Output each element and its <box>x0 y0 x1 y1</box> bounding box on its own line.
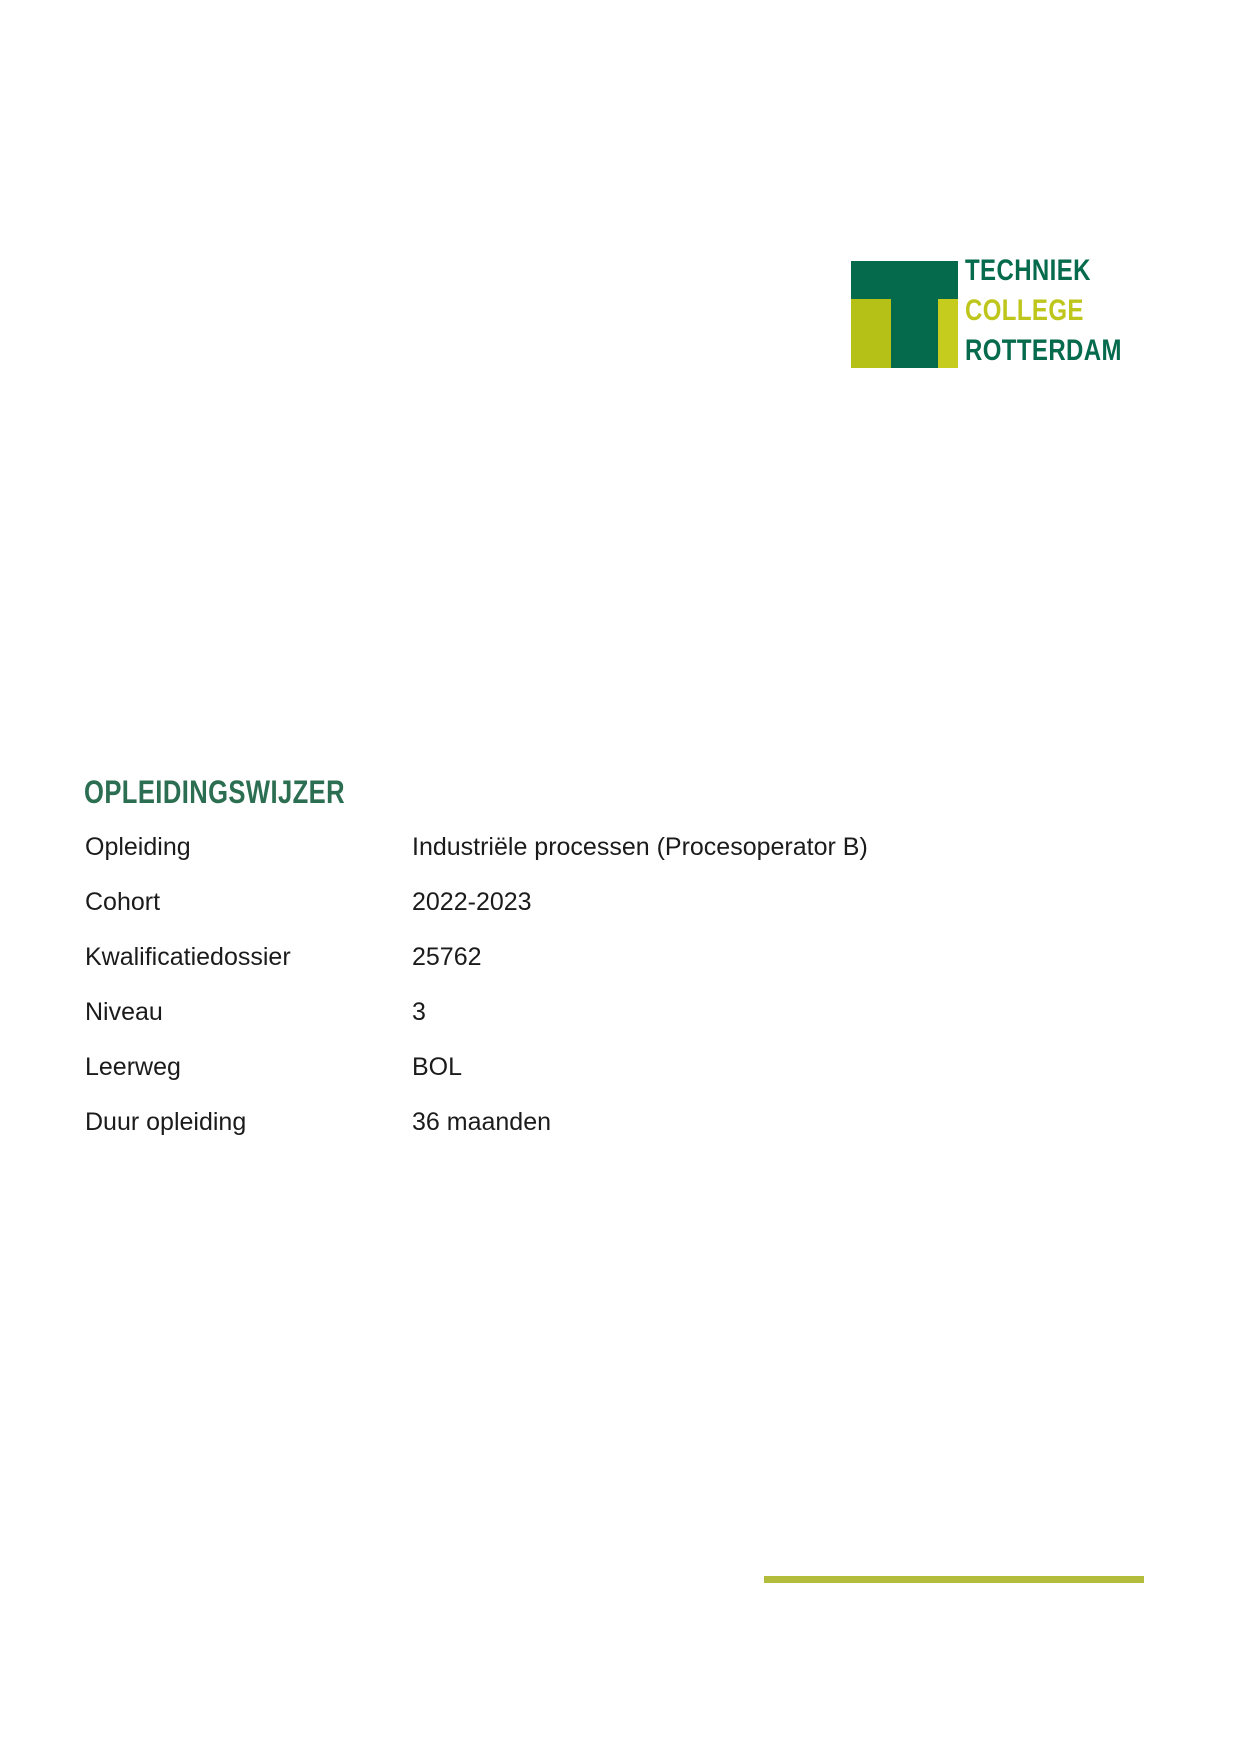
footer-accent-bar <box>764 1576 1144 1583</box>
detail-label-cohort: Cohort <box>85 888 161 916</box>
logo-wordmark-line-techniek: TECHNIEK <box>965 254 1091 287</box>
detail-row-kwalificatiedossier <box>0 945 1240 970</box>
detail-label-kwalificatiedossier: Kwalificatiedossier <box>85 943 291 971</box>
detail-label-niveau: Niveau <box>85 998 163 1026</box>
detail-row-cohort <box>0 890 1240 915</box>
logo-wordmark-line-college: COLLEGE <box>965 294 1084 327</box>
detail-value-kwalificatiedossier: 25762 <box>412 943 482 971</box>
logo-wordmark <box>965 251 1161 371</box>
detail-value-opleiding: Industriële processen (Procesoperator B) <box>412 833 868 861</box>
logo-wordmark-line-rotterdam: ROTTERDAM <box>965 334 1122 367</box>
detail-label-opleiding: Opleiding <box>85 833 191 861</box>
logo-t-stem <box>891 299 938 368</box>
logo-right-yellow-block <box>938 299 958 368</box>
detail-row-duur-opleiding <box>0 1110 1240 1135</box>
detail-value-niveau: 3 <box>412 998 426 1026</box>
techniek-college-logo-icon <box>851 261 958 368</box>
detail-row-leerweg <box>0 1055 1240 1080</box>
detail-row-niveau <box>0 1000 1240 1025</box>
logo-left-yellow-block <box>851 299 891 368</box>
page-title: OPLEIDINGSWIJZER <box>84 774 345 810</box>
detail-label-leerweg: Leerweg <box>85 1053 181 1081</box>
detail-value-cohort: 2022-2023 <box>412 888 532 916</box>
detail-row-opleiding <box>0 835 1240 860</box>
logo-t-top-bar <box>851 261 958 299</box>
detail-value-duur-opleiding: 36 maanden <box>412 1108 552 1136</box>
detail-value-leerweg: BOL <box>412 1053 463 1081</box>
detail-label-duur-opleiding: Duur opleiding <box>85 1108 247 1136</box>
